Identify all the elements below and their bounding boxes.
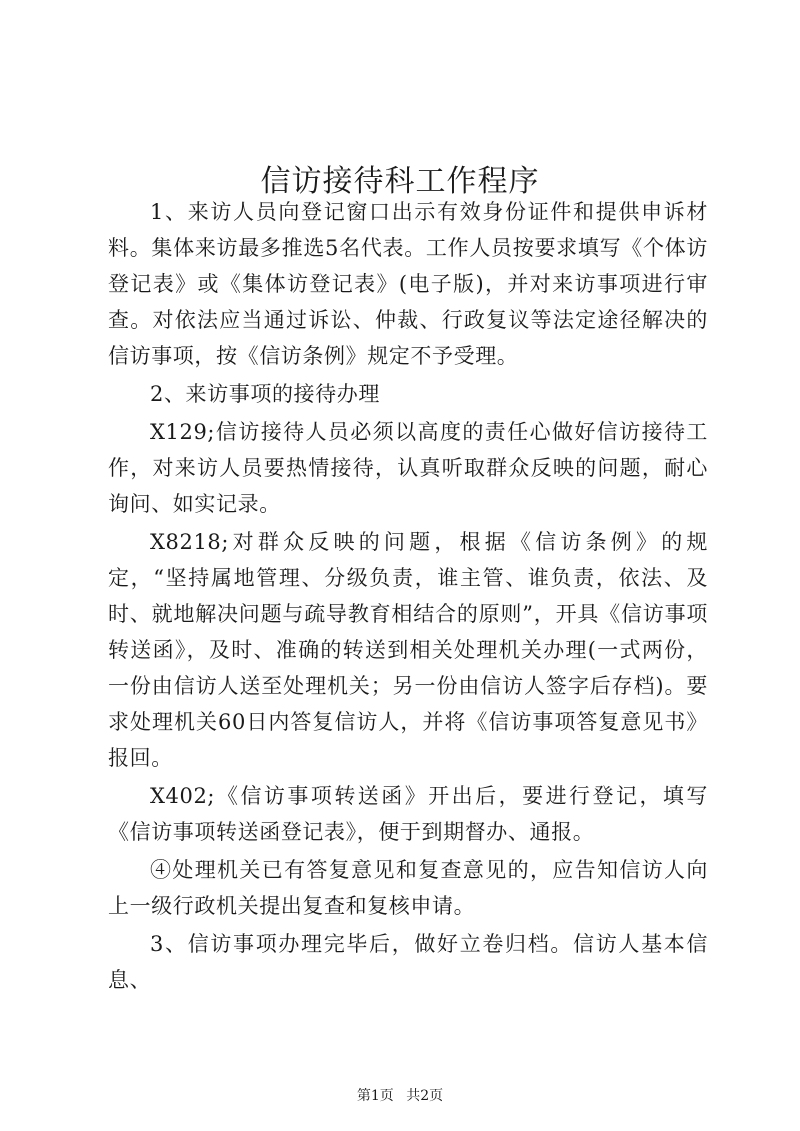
paragraph-6: ④处理机关已有答复意见和复查意见的，应告知信访人向上一级行政机关提出复查和复核申请。	[108, 858, 708, 918]
paragraph-4: X8218;对群众反映的问题，根据《信访条例》的规定，“坚持属地管理、分级负责，谁主管、谁负责，依法、及时、就地解决问题与疏导教育相结合的原则”，开具《信访事项转送函》，及时、准确的转送到相关处理机关办理(一式两份，一份由信访人送至处理机关；另一份由信访人签字后存档)。要求处理机关60日内答复信访人，并将《信访事项答复意见书》报回。	[108, 530, 708, 770]
paragraph-5: X402;《信访事项转送函》开出后，要进行登记，填写《信访事项转送函登记表》，便于到期督办、通报。	[108, 784, 708, 844]
page-total: 共2页	[406, 1088, 444, 1104]
page-number: 第1页	[356, 1088, 394, 1104]
paragraph-3: X129;信访接待人员必须以高度的责任心做好信访接待工作，对来访人员要热情接待，认真听取群众反映的问题，耐心询问、如实记录。	[108, 420, 708, 516]
document-title: 信访接待科工作程序	[260, 164, 540, 200]
paragraph-1: 1、来访人员向登记窗口出示有效身份证件和提供申诉材料。集体来访最多推选5名代表。工作人员按要求填写《个体访登记表》或《集体访登记表》(电子版)，并对来访事项进行审查。对依法应当通过诉讼、仲裁、行政复议等法定途径解决的信访事项，按《信访条例》规定不予受理。	[108, 200, 708, 368]
document-body	[108, 194, 708, 998]
page-footer	[0, 1086, 800, 1106]
paragraph-7: 3、信访事项办理完毕后，做好立卷归档。信访人基本信息、	[108, 932, 708, 992]
paragraph-2: 2、来访事项的接待办理	[150, 382, 380, 406]
